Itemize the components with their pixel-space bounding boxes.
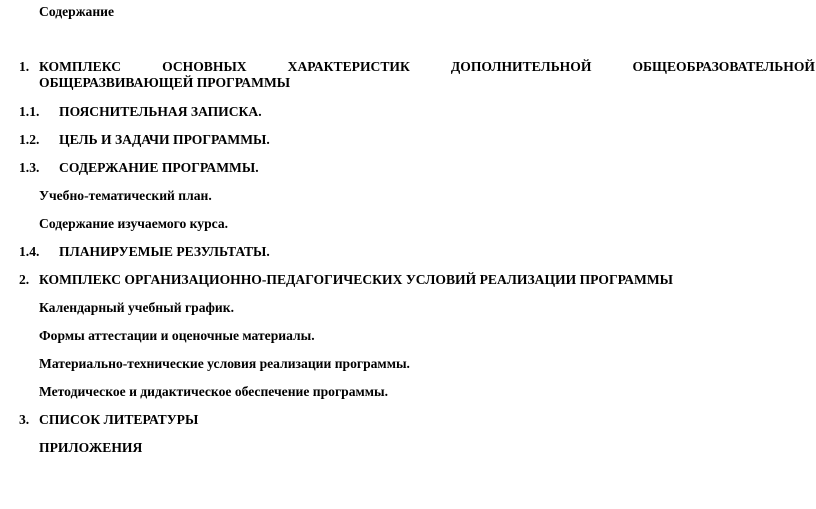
toc-subitem-assessment-forms: Формы аттестации и оценочные материалы. (39, 328, 315, 343)
toc-subitem-course-content: Содержание изучаемого курса. (39, 216, 229, 231)
toc-item-3-number: 3. (19, 412, 30, 427)
toc-appendix: ПРИЛОЖЕНИЯ (39, 440, 143, 455)
toc-item-1-2-number: 1.2. (19, 132, 40, 147)
toc-item-1-1-number: 1.1. (19, 104, 40, 119)
toc-subitem-methodical-support: Методическое и дидактическое обеспечение программы. (39, 384, 389, 399)
toc-item-1-4-label: ПЛАНИРУЕМЫЕ РЕЗУЛЬТАТЫ. (59, 244, 270, 259)
toc-item-1-1-label: ПОЯСНИТЕЛЬНАЯ ЗАПИСКА. (59, 104, 262, 119)
toc-item-3-label: СПИСОК ЛИТЕРАТУРЫ (39, 412, 199, 427)
toc-subitem-material-conditions: Материально-технические условия реализации программы. (39, 356, 410, 371)
toc-item-1-label-line1: КОМПЛЕКС ОСНОВНЫХ ХАРАКТЕРИСТИК ДОПОЛНИТЕЛЬНОЙ ОБЩЕОБРАЗОВАТЕЛЬНОЙ (39, 59, 815, 74)
toc-item-1-3-label: СОДЕРЖАНИЕ ПРОГРАММЫ. (59, 160, 259, 175)
toc-item-1-3-number: 1.3. (19, 160, 40, 175)
toc-item-1-number: 1. (19, 59, 30, 74)
toc-subitem-curriculum-plan: Учебно-тематический план. (39, 188, 212, 203)
toc-item-1-2-label: ЦЕЛЬ И ЗАДАЧИ ПРОГРАММЫ. (59, 132, 270, 147)
toc-item-1-label-line2: ОБЩЕРАЗВИВАЮЩЕЙ ПРОГРАММЫ (39, 75, 291, 90)
toc-item-1-4-number: 1.4. (19, 244, 40, 259)
toc-item-2-number: 2. (19, 272, 30, 287)
toc-title: Содержание (39, 4, 115, 19)
toc-item-2-label: КОМПЛЕКС ОРГАНИЗАЦИОННО-ПЕДАГОГИЧЕСКИХ УСЛОВИЙ РЕАЛИЗАЦИИ ПРОГРАММЫ (39, 272, 673, 287)
toc-subitem-calendar-schedule: Календарный учебный график. (39, 300, 234, 315)
